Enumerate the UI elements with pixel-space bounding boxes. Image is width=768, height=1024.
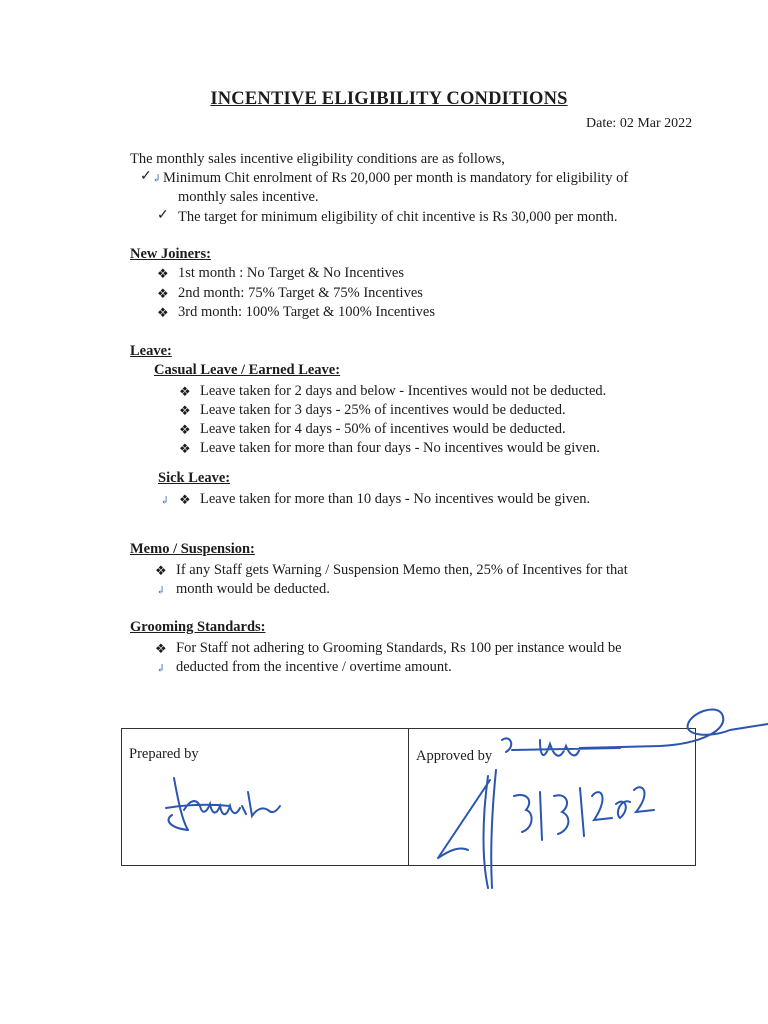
list-item: Leave taken for more than 10 days - No incentives would be given. xyxy=(200,491,591,507)
memo-text: If any Staff gets Warning / Suspension Memo then, 25% of Incentives for that xyxy=(176,562,628,578)
signature-table-divider xyxy=(408,728,409,866)
subheading-casual-leave: Casual Leave / Earned Leave: xyxy=(154,362,341,378)
diamond-bullet-icon: ❖ xyxy=(155,641,167,656)
subheading-sick-leave: Sick Leave: xyxy=(158,470,231,486)
diamond-bullet-icon: ❖ xyxy=(155,563,167,578)
diamond-bullet-icon: ❖ xyxy=(179,492,191,507)
section-heading-memo: Memo / Suspension: xyxy=(130,541,255,557)
memo-text-continued: month would be deducted. xyxy=(176,581,330,597)
list-item: 3rd month: 100% Target & 100% Incentives xyxy=(178,304,435,320)
intro-text: The monthly sales incentive eligibility conditions are as follows, xyxy=(130,151,505,167)
approver-signature xyxy=(430,700,768,900)
list-item: Leave taken for 3 days - 25% of incentives would be deducted. xyxy=(200,402,566,418)
document-date: Date: 02 Mar 2022 xyxy=(586,116,693,131)
list-item: 1st month : No Target & No Incentives xyxy=(178,265,404,281)
preparer-signature xyxy=(160,770,290,840)
diamond-bullet-icon: ❖ xyxy=(157,286,169,301)
condition-item: The target for minimum eligibility of chit incentive is Rs 30,000 per month. xyxy=(178,209,618,225)
document-title: INCENTIVE ELIGIBILITY CONDITIONS xyxy=(210,89,568,109)
diamond-bullet-icon: ❖ xyxy=(179,384,191,399)
list-item: Leave taken for more than four days - No incentives would be given. xyxy=(200,440,600,456)
list-item: 2nd month: 75% Target & 75% Incentives xyxy=(178,285,423,301)
diamond-bullet-icon: ❖ xyxy=(179,403,191,418)
list-item: Leave taken for 2 days and below - Incentives would not be deducted. xyxy=(200,383,607,399)
section-heading-new-joiners: New Joiners: xyxy=(130,246,211,262)
list-item: Leave taken for 4 days - 50% of incentives would be deducted. xyxy=(200,421,566,437)
section-heading-grooming: Grooming Standards: xyxy=(130,619,266,635)
grooming-text-continued: deducted from the incentive / overtime amount. xyxy=(176,659,452,675)
handwritten-tick-mark: ↲ xyxy=(156,585,166,597)
handwritten-tick-mark: ↲ xyxy=(152,173,162,185)
prepared-by-label: Prepared by xyxy=(129,746,199,762)
section-heading-leave: Leave: xyxy=(130,343,172,359)
check-icon: ✓ xyxy=(140,169,152,184)
handwritten-tick-mark: ↲ xyxy=(156,663,166,675)
diamond-bullet-icon: ❖ xyxy=(179,441,191,456)
grooming-text: For Staff not adhering to Grooming Standards, Rs 100 per instance would be xyxy=(176,640,622,656)
condition-item-continued: monthly sales incentive. xyxy=(178,189,319,205)
diamond-bullet-icon: ❖ xyxy=(157,266,169,281)
diamond-bullet-icon: ❖ xyxy=(157,305,169,320)
diamond-bullet-icon: ❖ xyxy=(179,422,191,437)
check-icon: ✓ xyxy=(157,208,169,223)
handwritten-tick-mark: ↲ xyxy=(160,495,170,507)
condition-item: Minimum Chit enrolment of Rs 20,000 per month is mandatory for eligibility of xyxy=(163,170,629,186)
approved-by-label: Approved by xyxy=(416,748,493,764)
